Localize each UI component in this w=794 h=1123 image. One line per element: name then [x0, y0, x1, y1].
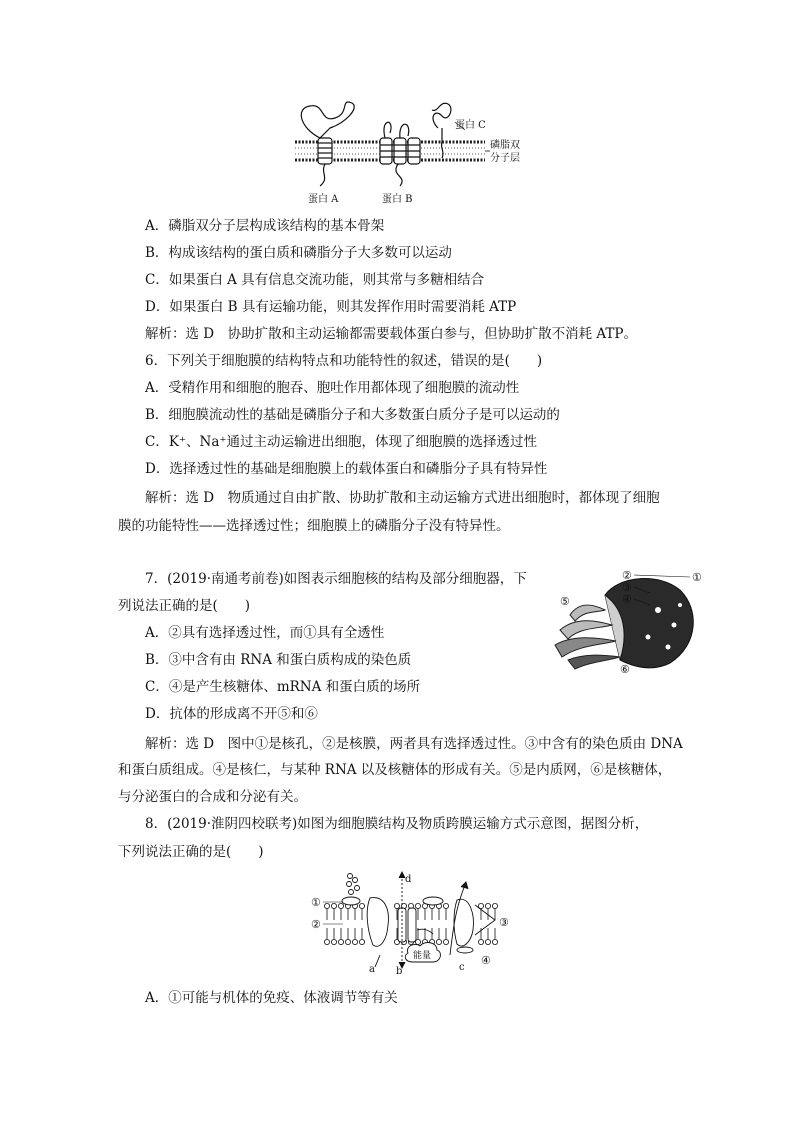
q7-analysis-line2: 和蛋白质组成。④是核仁，与某种 RNA 以及核糖体的形成有关。⑤是内质网，⑥是核糖体，: [118, 762, 672, 778]
label-protein-a: 蛋白 A: [308, 194, 339, 205]
q6-option-d: D．选择透过性的基础是细胞膜上的载体蛋白和磷脂分子具有特异性: [145, 461, 548, 477]
q6-option-c: C．K⁺、Na⁺通过主动运输进出细胞，体现了细胞膜的选择透过性: [145, 434, 538, 450]
phospholipid-head: [485, 903, 490, 908]
q5-option-d: D．如果蛋白 B 具有运输功能，则其发挥作用时需要消耗 ATP: [145, 299, 517, 315]
q7-fig-marker-3: ③: [622, 581, 632, 594]
q8-fig-label-a: a: [369, 964, 375, 975]
q8-fig-label-c: c: [459, 962, 465, 973]
q7-option-a: A．②具有选择透过性，而①具有全透性: [145, 625, 385, 641]
q5-option-a: A．磷脂双分子层构成该结构的基本骨架: [145, 218, 385, 234]
membrane-protein-figure: [290, 98, 540, 208]
q6-option-b: B．细胞膜流动性的基础是磷脂分子和大多数蛋白质分子是可以运动的: [145, 407, 560, 423]
nucleus-figure: [550, 565, 710, 675]
q8-option-a: A．①可能与机体的免疫、体液调节等有关: [145, 990, 398, 1006]
q7-fig-marker-2: ②: [622, 569, 632, 582]
phospholipid-head: [478, 939, 483, 944]
phospholipid-head: [352, 939, 357, 944]
carrier-protein-right: [454, 899, 473, 946]
q5-option-c: C．如果蛋白 A 具有信息交流功能，则其常与多糖相结合: [145, 272, 485, 288]
phospholipid-head: [338, 903, 343, 908]
q8-fig-marker-2: ②: [311, 918, 321, 931]
phospholipid-head: [436, 939, 441, 944]
membrane-transport-figure: [305, 870, 520, 975]
q8-fig-marker-3: ③: [499, 916, 509, 929]
protein-b: [380, 122, 420, 186]
label-bilayer-2: 分子层: [490, 153, 520, 164]
q7-analysis-line1: 解析：选 D 图中①是核孔，②是核膜，两者具有选择透过性。③中含有的染色质由 DNA: [145, 736, 683, 752]
q6-analysis-line1: 解析：选 D 物质通过自由扩散、协助扩散和主动运输方式进出细胞时，都体现了细胞: [145, 490, 660, 506]
q7-fig-marker-4: ④: [622, 593, 632, 606]
phospholipid-head: [492, 903, 497, 908]
phospholipid-head: [324, 939, 329, 944]
carrier-protein-left: [367, 898, 388, 947]
phospholipid-head: [331, 903, 336, 908]
q5-option-b: B．构成该结构的蛋白质和磷脂分子大多数可以运动: [145, 245, 452, 261]
phospholipid-head: [324, 903, 329, 908]
phospholipid-head: [331, 939, 336, 944]
q8-fig-energy: 能量: [413, 951, 432, 961]
q8-fig-label-d: d: [405, 874, 412, 885]
phospholipid-head: [359, 939, 364, 944]
q7-stem-line2: 列说法正确的是( ): [118, 598, 251, 614]
label-protein-b: 蛋白 B: [382, 194, 413, 205]
phospholipid-head: [492, 939, 497, 944]
q7-option-c: C．④是产生核糖体、mRNA 和蛋白质的场所: [145, 679, 421, 695]
q8-fig-label-b: b: [396, 966, 403, 975]
phospholipid-head: [443, 903, 448, 908]
q5-analysis: 解析：选 D 协助扩散和主动运输都需要载体蛋白参与，但协助扩散不消耗 ATP。: [145, 326, 638, 342]
q8-fig-marker-1: ①: [311, 896, 321, 909]
protein-a: [301, 102, 354, 186]
q8-stem-line1: 8．(2019·淮阴四校联考)如图为细胞膜结构及物质跨膜运输方式示意图，据图分析，: [145, 816, 649, 832]
q7-fig-marker-5: ⑤: [560, 595, 570, 608]
q6-analysis-line2: 膜的功能特性——选择透过性；细胞膜上的磷脂分子没有特异性。: [118, 518, 510, 534]
phospholipid-head: [443, 939, 448, 944]
glycoprotein: [342, 897, 360, 905]
q6-option-a: A．受精作用和细胞的胞吞、胞吐作用都体现了细胞膜的流动性: [145, 380, 520, 396]
q7-fig-marker-1: ①: [692, 571, 702, 584]
phospholipid-head: [345, 939, 350, 944]
label-bilayer-1: 磷脂双: [490, 140, 520, 151]
phospholipid-head: [415, 903, 420, 908]
label-protein-c: 蛋白 C: [455, 120, 486, 131]
q7-fig-marker-6: ⑥: [620, 663, 630, 675]
phospholipid-head: [338, 939, 343, 944]
q8-fig-marker-4: ④: [481, 954, 491, 967]
phospholipid-head: [359, 903, 364, 908]
q7-option-b: B．③中含有由 RNA 和蛋白质构成的染色质: [145, 652, 412, 668]
q7-option-d: D．抗体的形成离不开⑤和⑥: [145, 706, 318, 722]
q7-stem-line1: 7．(2019·南通考前卷)如图表示细胞核的结构及部分细胞器，下: [145, 571, 527, 587]
q7-analysis-line3: 与分泌蛋白的合成和分泌有关。: [118, 789, 307, 805]
phospholipid-head: [485, 939, 490, 944]
protein-c: [432, 103, 451, 158]
phospholipid-head: [394, 903, 399, 908]
q6-stem: 6．下列关于细胞膜的结构特点和功能特性的叙述，错误的是( ): [145, 353, 543, 369]
q8-stem-line2: 下列说法正确的是( ): [118, 844, 264, 860]
